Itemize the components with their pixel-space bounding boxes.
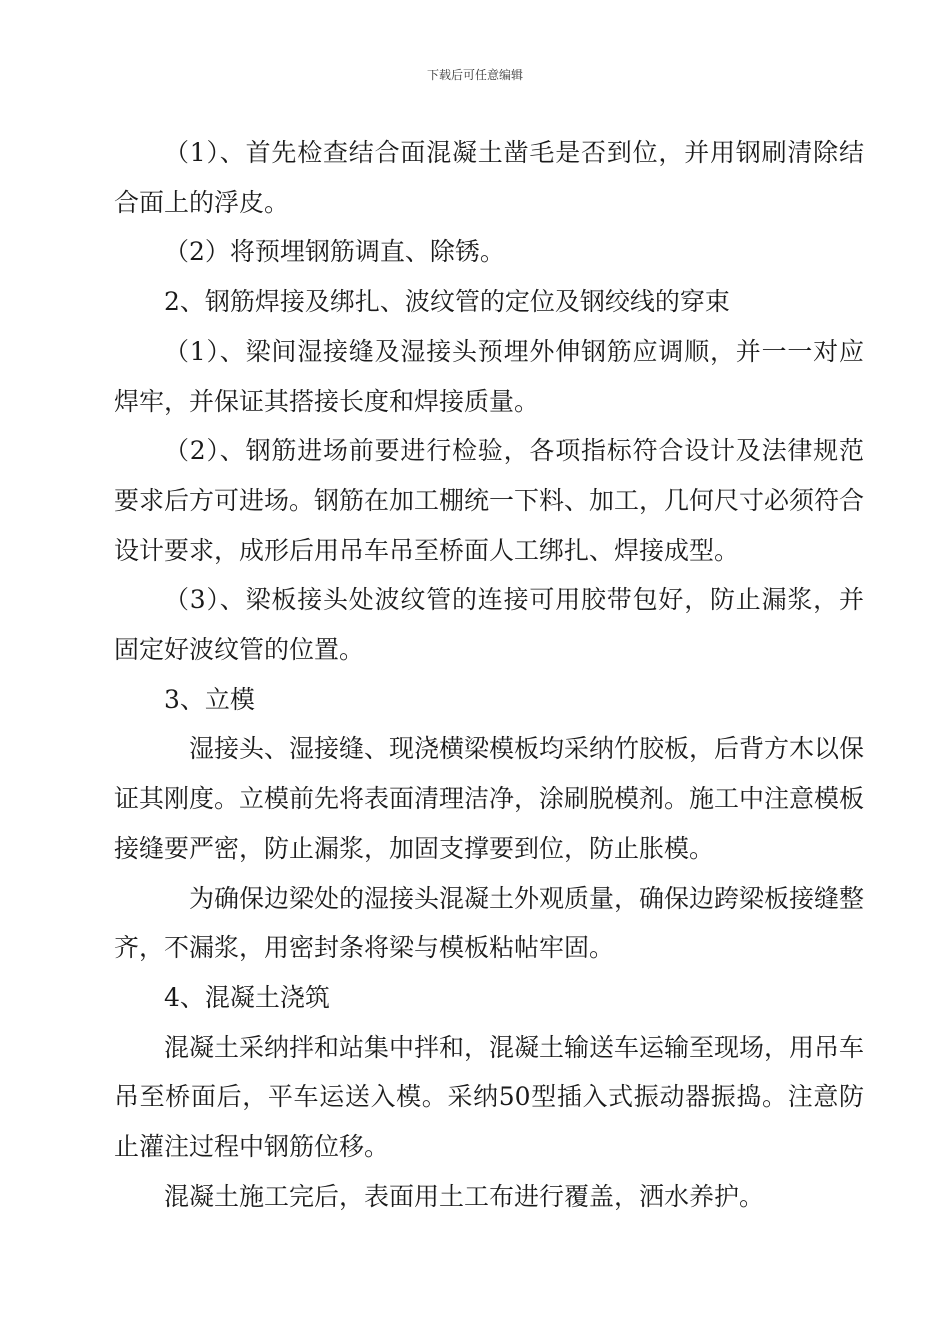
paragraph-4-pouring-body: 混凝土采纳拌和站集中拌和，混凝土输送车运输至现场，用吊车吊至桥面后，平车运送入模。采纳50型插入式振动器振捣。注意防止灌注过程中钢筋位移。 bbox=[114, 1032, 865, 1162]
paragraph-3-formwork-body: 湿接头、湿接缝、现浇横梁模板均采纳竹胶板，后背方木以保证其刚度。立模前先将表面清理洁净，涂刷脱模剂。施工中注意模板接缝要严密，防止漏浆，加固支撑要到位，防止胀模。 bbox=[114, 734, 865, 863]
section-heading-4-concrete-pouring: 4、混凝土浇筑 bbox=[164, 982, 330, 1012]
document-body bbox=[114, 128, 864, 1221]
page-header-note: 下载后可任意编辑 bbox=[426, 68, 523, 82]
section-heading-3-formwork: 3、立模 bbox=[164, 684, 255, 714]
section-heading-2-rebar-welding: 2、钢筋焊接及绑扎、波纹管的定位及钢绞线的穿束 bbox=[164, 287, 730, 317]
paragraph-4-curing: 混凝土施工完后，表面用土工布进行覆盖，洒水养护。 bbox=[164, 1181, 765, 1211]
paragraph-2-3-duct-connection: （3）、梁板接头处波纹管的连接可用胶带包好，防止漏浆，并固定好波纹管的位置。 bbox=[114, 585, 864, 665]
paragraph-1-1-inspect-surface: （1）、首先检查结合面混凝土凿毛是否到位，并用钢刷清除结合面上的浮皮。 bbox=[114, 138, 864, 217]
paragraph-3-edge-beam: 为确保边梁处的湿接头混凝土外观质量，确保边跨梁板接缝整齐，不漏浆，用密封条将梁与模板粘帖牢固。 bbox=[114, 883, 865, 963]
paragraph-1-2-straighten-rebar: （2）将预埋钢筋调直、除锈。 bbox=[164, 237, 505, 267]
paragraph-2-2-rebar-inspection: （2）、钢筋进场前要进行检验，各项指标符合设计及法律规范要求后方可进场。钢筋在加工棚统一下料、加工，几何尺寸必须符合设计要求，成形后用吊车吊至桥面人工绑扎、焊接成型。 bbox=[114, 436, 865, 565]
paragraph-2-1-joint-rebar: （1）、梁间湿接缝及湿接头预埋外伸钢筋应调顺，并一一对应焊牢，并保证其搭接长度和焊接质量。 bbox=[114, 336, 864, 416]
